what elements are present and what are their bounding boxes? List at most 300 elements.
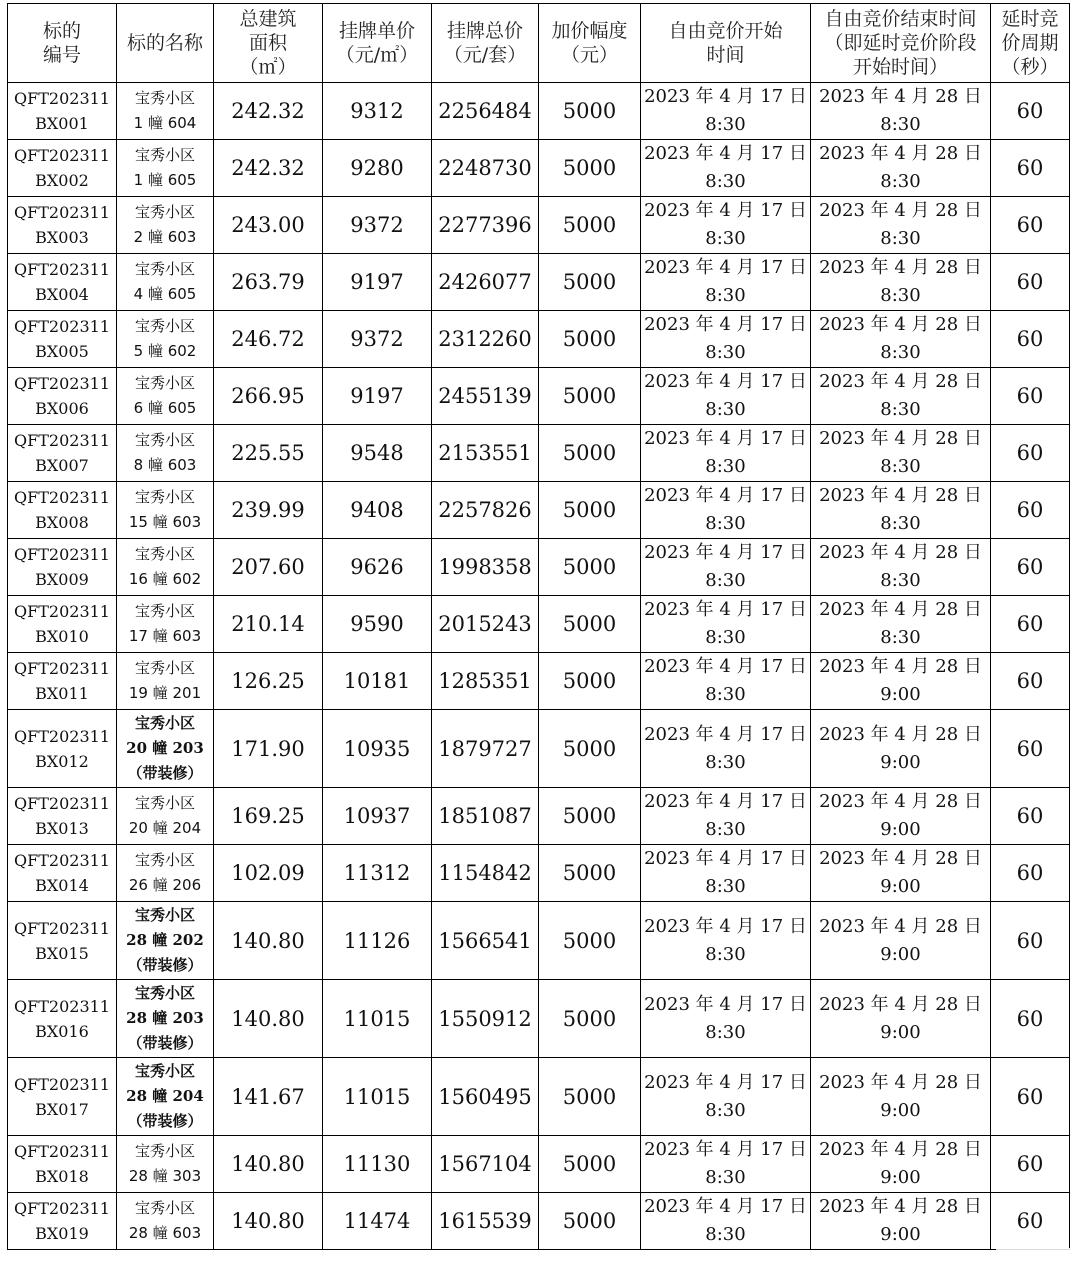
lot-number-cell <box>8 902 117 980</box>
start-time-cell <box>641 539 811 596</box>
increment-cell: 5000 <box>539 425 641 482</box>
unit-price-cell: 9590 <box>323 596 432 653</box>
start-time-cell-line: 8:30 <box>705 1099 746 1121</box>
lot-number-cell-line: QFT202311 <box>14 89 110 108</box>
lot-number-cell-line: BX017 <box>35 1099 89 1119</box>
increment-cell: 5000 <box>539 902 641 980</box>
area-cell: 242.32 <box>214 83 323 140</box>
total-price-cell: 2426077 <box>432 254 539 311</box>
end-time-cell-line: 2023 年 4 月 28 日 <box>819 1139 982 1160</box>
lot-name-cell-line: 宝秀小区 <box>134 714 195 732</box>
lot-name-cell-line: （带装修） <box>127 764 203 782</box>
start-time-cell <box>641 254 811 311</box>
table-row <box>8 788 1070 845</box>
total-price-cell: 2257826 <box>432 482 539 539</box>
extension-period-cell: 60 <box>991 653 1070 710</box>
table-row <box>8 1193 1070 1250</box>
table-row <box>8 902 1070 980</box>
end-time-cell-line: 8:30 <box>880 114 921 135</box>
unit-price-cell: 10181 <box>323 653 432 710</box>
lot-number-cell-line: BX015 <box>35 943 89 963</box>
area-cell: 210.14 <box>214 596 323 653</box>
start-time-cell-line: 8:30 <box>705 342 746 363</box>
end-time-cell-line: 9:00 <box>880 876 921 897</box>
lot-number-cell <box>8 980 117 1058</box>
increment-cell: 5000 <box>539 254 641 311</box>
start-time-cell <box>641 1193 811 1250</box>
total-price-cell: 2153551 <box>432 425 539 482</box>
total-price-cell: 2248730 <box>432 140 539 197</box>
lot-number-cell <box>8 197 117 254</box>
start-time-cell-line: 8:30 <box>705 171 746 192</box>
end-time-cell <box>811 1193 991 1250</box>
lot-number-cell <box>8 368 117 425</box>
header-increment <box>539 4 641 83</box>
lot-number-cell-line: BX001 <box>35 114 89 133</box>
start-time-cell-line: 2023 年 4 月 17 日 <box>644 371 807 392</box>
lot-number-cell-line: BX011 <box>35 684 89 703</box>
lot-name-cell-line: 28 幢 303 <box>128 1167 202 1185</box>
start-time-cell-line: 8:30 <box>705 819 746 840</box>
lot-name-cell <box>117 1136 214 1193</box>
increment-cell: 5000 <box>539 710 641 788</box>
increment-cell: 5000 <box>539 311 641 368</box>
lot-number-cell-line: QFT202311 <box>14 1199 110 1218</box>
lot-name-cell-line: 宝秀小区 <box>134 851 195 869</box>
end-time-cell <box>811 140 991 197</box>
end-time-cell <box>811 368 991 425</box>
end-time-cell-line: 2023 年 4 月 28 日 <box>819 257 982 278</box>
header-line: 挂牌总价 <box>446 20 523 42</box>
end-time-cell <box>811 311 991 368</box>
table-row <box>8 368 1070 425</box>
lot-name-cell-line: 6 幢 605 <box>133 399 197 417</box>
lot-name-cell-line: 宝秀小区 <box>134 794 195 812</box>
total-price-cell: 2277396 <box>432 197 539 254</box>
lot-number-cell-line: BX009 <box>35 570 89 589</box>
lot-number-cell-line: QFT202311 <box>14 374 110 393</box>
lot-name-cell <box>117 788 214 845</box>
header-lot-number <box>8 4 117 83</box>
extension-period-cell: 60 <box>991 311 1070 368</box>
lot-name-cell-line: 19 幢 201 <box>128 684 202 702</box>
lot-name-cell-line: 1 幢 605 <box>133 171 197 189</box>
end-time-cell-line: 2023 年 4 月 28 日 <box>819 656 982 677</box>
extension-period-cell: 60 <box>991 539 1070 596</box>
start-time-cell <box>641 710 811 788</box>
start-time-cell <box>641 197 811 254</box>
increment-cell: 5000 <box>539 368 641 425</box>
unit-price-cell: 11130 <box>323 1136 432 1193</box>
unit-price-cell: 10935 <box>323 710 432 788</box>
watermark-overlay <box>996 1248 1074 1278</box>
header-end-time <box>811 4 991 83</box>
lot-name-cell <box>117 368 214 425</box>
start-time-cell-line: 8:30 <box>705 1224 746 1245</box>
start-time-cell <box>641 902 811 980</box>
area-cell: 239.99 <box>214 482 323 539</box>
lot-number-cell-line: BX012 <box>35 751 89 771</box>
start-time-cell-line: 8:30 <box>705 285 746 306</box>
unit-price-cell: 9312 <box>323 83 432 140</box>
unit-price-cell: 11015 <box>323 980 432 1058</box>
start-time-cell <box>641 788 811 845</box>
lot-number-cell-line: BX003 <box>35 228 89 247</box>
increment-cell: 5000 <box>539 140 641 197</box>
header-start-time <box>641 4 811 83</box>
header-line: 挂牌单价 <box>338 20 415 42</box>
header-line: 标的名称 <box>126 32 203 54</box>
lot-number-cell-line: QFT202311 <box>14 851 110 870</box>
lot-name-cell-line: 宝秀小区 <box>134 1142 195 1160</box>
start-time-cell-line: 8:30 <box>705 570 746 591</box>
start-time-cell-line: 8:30 <box>705 751 746 773</box>
header-lot-name <box>117 4 214 83</box>
start-time-cell-line: 8:30 <box>705 627 746 648</box>
start-time-cell-line: 2023 年 4 月 17 日 <box>644 1071 807 1093</box>
extension-period-cell: 60 <box>991 140 1070 197</box>
lot-name-cell-line: 28 幢 202 <box>126 931 204 949</box>
auction-listing-table <box>7 3 1070 1250</box>
end-time-cell-line: 9:00 <box>880 684 921 705</box>
extension-period-cell: 60 <box>991 83 1070 140</box>
start-time-cell-line: 8:30 <box>705 1167 746 1188</box>
area-cell: 225.55 <box>214 425 323 482</box>
lot-number-cell-line: BX013 <box>35 819 89 838</box>
end-time-cell <box>811 653 991 710</box>
lot-name-cell-line: 2 幢 603 <box>133 228 197 246</box>
table-row <box>8 311 1070 368</box>
area-cell: 140.80 <box>214 980 323 1058</box>
start-time-cell-line: 2023 年 4 月 17 日 <box>644 656 807 677</box>
header-row <box>8 4 1070 83</box>
lot-name-cell-line: 宝秀小区 <box>134 260 195 278</box>
increment-cell: 5000 <box>539 788 641 845</box>
lot-number-cell <box>8 482 117 539</box>
extension-period-cell: 60 <box>991 980 1070 1058</box>
start-time-cell-line: 2023 年 4 月 17 日 <box>644 200 807 221</box>
lot-name-cell-line: 宝秀小区 <box>134 374 195 392</box>
lot-number-cell-line: QFT202311 <box>14 545 110 564</box>
header-line: 价周期 <box>1001 32 1059 54</box>
start-time-cell-line: 2023 年 4 月 17 日 <box>644 791 807 812</box>
total-price-cell: 1567104 <box>432 1136 539 1193</box>
extension-period-cell: 60 <box>991 254 1070 311</box>
lot-number-cell <box>8 845 117 902</box>
lot-name-cell <box>117 482 214 539</box>
start-time-cell <box>641 482 811 539</box>
start-time-cell-line: 2023 年 4 月 17 日 <box>644 993 807 1015</box>
start-time-cell-line: 2023 年 4 月 17 日 <box>644 915 807 937</box>
start-time-cell-line: 2023 年 4 月 17 日 <box>644 542 807 563</box>
end-time-cell-line: 2023 年 4 月 28 日 <box>819 1196 982 1217</box>
lot-name-cell-line: 宝秀小区 <box>134 488 195 506</box>
start-time-cell-line: 2023 年 4 月 17 日 <box>644 143 807 164</box>
lot-name-cell <box>117 311 214 368</box>
lot-number-cell-line: QFT202311 <box>14 1142 110 1161</box>
unit-price-cell: 11126 <box>323 902 432 980</box>
end-time-cell <box>811 254 991 311</box>
end-time-cell-line: 2023 年 4 月 28 日 <box>819 542 982 563</box>
area-cell: 141.67 <box>214 1058 323 1136</box>
increment-cell: 5000 <box>539 653 641 710</box>
lot-name-cell-line: 15 幢 603 <box>128 513 202 531</box>
start-time-cell <box>641 1136 811 1193</box>
extension-period-cell: 60 <box>991 845 1070 902</box>
lot-name-cell-line: 4 幢 605 <box>133 285 197 303</box>
extension-period-cell: 60 <box>991 425 1070 482</box>
total-price-cell: 1998358 <box>432 539 539 596</box>
end-time-cell-line: 2023 年 4 月 28 日 <box>819 371 982 392</box>
table-row <box>8 425 1070 482</box>
lot-name-cell-line: 16 幢 602 <box>128 570 202 588</box>
lot-name-cell <box>117 653 214 710</box>
start-time-cell <box>641 980 811 1058</box>
table-body <box>8 83 1070 1250</box>
unit-price-cell: 9548 <box>323 425 432 482</box>
lot-name-cell-line: 5 幢 602 <box>133 342 197 360</box>
header-line: 编号 <box>42 44 81 66</box>
end-time-cell <box>811 482 991 539</box>
end-time-cell-line: 8:30 <box>880 399 921 420</box>
lot-name-cell <box>117 596 214 653</box>
header-line: 时间 <box>706 44 745 66</box>
end-time-cell <box>811 788 991 845</box>
start-time-cell-line: 8:30 <box>705 399 746 420</box>
lot-name-cell-line: 28 幢 203 <box>126 1009 204 1027</box>
end-time-cell-line: 9:00 <box>880 751 921 773</box>
header-line: 面积 <box>248 32 287 54</box>
unit-price-cell: 9280 <box>323 140 432 197</box>
lot-name-cell <box>117 197 214 254</box>
total-price-cell: 1154842 <box>432 845 539 902</box>
increment-cell: 5000 <box>539 539 641 596</box>
increment-cell: 5000 <box>539 845 641 902</box>
extension-period-cell: 60 <box>991 368 1070 425</box>
total-price-cell: 2312260 <box>432 311 539 368</box>
lot-number-cell-line: BX002 <box>35 171 89 190</box>
lot-number-cell-line: QFT202311 <box>14 726 110 746</box>
table-row <box>8 710 1070 788</box>
extension-period-cell: 60 <box>991 197 1070 254</box>
lot-number-cell-line: QFT202311 <box>14 203 110 222</box>
end-time-cell <box>811 83 991 140</box>
lot-number-cell <box>8 710 117 788</box>
total-price-cell: 2455139 <box>432 368 539 425</box>
table-row <box>8 140 1070 197</box>
area-cell: 102.09 <box>214 845 323 902</box>
header-line: 延时竞 <box>1001 8 1059 30</box>
area-cell: 140.80 <box>214 1136 323 1193</box>
end-time-cell-line: 9:00 <box>880 1167 921 1188</box>
lot-name-cell <box>117 425 214 482</box>
lot-number-cell-line: QFT202311 <box>14 794 110 813</box>
lot-number-cell <box>8 653 117 710</box>
total-price-cell: 1560495 <box>432 1058 539 1136</box>
start-time-cell-line: 2023 年 4 月 17 日 <box>644 428 807 449</box>
lot-name-cell-line: 宝秀小区 <box>134 146 195 164</box>
end-time-cell <box>811 1058 991 1136</box>
lot-name-cell-line: 20 幢 204 <box>128 819 202 837</box>
header-line: （秒） <box>1001 56 1059 78</box>
lot-number-cell <box>8 596 117 653</box>
end-time-cell-line: 2023 年 4 月 28 日 <box>819 848 982 869</box>
header-line: 标的 <box>42 20 81 42</box>
start-time-cell <box>641 368 811 425</box>
start-time-cell-line: 2023 年 4 月 17 日 <box>644 599 807 620</box>
lot-number-cell-line: QFT202311 <box>14 996 110 1016</box>
start-time-cell <box>641 653 811 710</box>
start-time-cell-line: 8:30 <box>705 513 746 534</box>
area-cell: 246.72 <box>214 311 323 368</box>
lot-number-cell <box>8 254 117 311</box>
lot-number-cell <box>8 539 117 596</box>
lot-name-cell-line: 28 幢 204 <box>126 1087 204 1105</box>
end-time-cell-line: 8:30 <box>880 342 921 363</box>
total-price-cell: 1851087 <box>432 788 539 845</box>
table-row <box>8 1058 1070 1136</box>
increment-cell: 5000 <box>539 980 641 1058</box>
header-line: 自由竞价结束时间 <box>824 8 977 30</box>
end-time-cell-line: 8:30 <box>880 285 921 306</box>
unit-price-cell: 11312 <box>323 845 432 902</box>
end-time-cell-line: 2023 年 4 月 28 日 <box>819 1071 982 1093</box>
end-time-cell-line: 8:30 <box>880 513 921 534</box>
lot-name-cell-line: 宝秀小区 <box>134 659 195 677</box>
start-time-cell-line: 2023 年 4 月 17 日 <box>644 314 807 335</box>
lot-number-cell <box>8 311 117 368</box>
start-time-cell <box>641 311 811 368</box>
table-row <box>8 845 1070 902</box>
unit-price-cell: 10937 <box>323 788 432 845</box>
start-time-cell-line: 8:30 <box>705 684 746 705</box>
end-time-cell-line: 2023 年 4 月 28 日 <box>819 599 982 620</box>
total-price-cell: 2015243 <box>432 596 539 653</box>
start-time-cell <box>641 83 811 140</box>
lot-name-cell-line: 宝秀小区 <box>134 1062 195 1080</box>
area-cell: 207.60 <box>214 539 323 596</box>
header-extension-period <box>991 4 1070 83</box>
end-time-cell-line: 2023 年 4 月 28 日 <box>819 993 982 1015</box>
lot-number-cell-line: BX004 <box>35 285 89 304</box>
area-cell: 169.25 <box>214 788 323 845</box>
start-time-cell-line: 8:30 <box>705 1021 746 1043</box>
start-time-cell-line: 8:30 <box>705 228 746 249</box>
lot-number-cell-line: BX014 <box>35 876 89 895</box>
total-price-cell: 2256484 <box>432 83 539 140</box>
lot-name-cell-line: 宝秀小区 <box>134 203 195 221</box>
lot-name-cell-line: 8 幢 603 <box>133 456 197 474</box>
total-price-cell: 1879727 <box>432 710 539 788</box>
end-time-cell <box>811 197 991 254</box>
extension-period-cell: 60 <box>991 788 1070 845</box>
end-time-cell-line: 2023 年 4 月 28 日 <box>819 200 982 221</box>
table-row <box>8 539 1070 596</box>
lot-number-cell-line: QFT202311 <box>14 659 110 678</box>
increment-cell: 5000 <box>539 1193 641 1250</box>
lot-number-cell-line: QFT202311 <box>14 1074 110 1094</box>
start-time-cell <box>641 140 811 197</box>
area-cell: 263.79 <box>214 254 323 311</box>
lot-number-cell <box>8 425 117 482</box>
end-time-cell-line: 2023 年 4 月 28 日 <box>819 791 982 812</box>
lot-name-cell-line: 1 幢 604 <box>133 114 197 132</box>
lot-number-cell <box>8 1058 117 1136</box>
lot-name-cell <box>117 254 214 311</box>
area-cell: 243.00 <box>214 197 323 254</box>
increment-cell: 5000 <box>539 1058 641 1136</box>
lot-name-cell-line: 宝秀小区 <box>134 1199 195 1217</box>
start-time-cell-line: 8:30 <box>705 456 746 477</box>
lot-number-cell <box>8 1193 117 1250</box>
end-time-cell-line: 8:30 <box>880 171 921 192</box>
lot-name-cell-line: 17 幢 603 <box>128 627 202 645</box>
end-time-cell-line: 2023 年 4 月 28 日 <box>819 723 982 745</box>
unit-price-cell: 9372 <box>323 311 432 368</box>
table-row <box>8 83 1070 140</box>
table-row <box>8 653 1070 710</box>
unit-price-cell: 11015 <box>323 1058 432 1136</box>
lot-name-cell-line: 28 幢 603 <box>128 1224 202 1242</box>
header-line: 总建筑 <box>239 8 297 30</box>
end-time-cell-line: 2023 年 4 月 28 日 <box>819 915 982 937</box>
end-time-cell <box>811 902 991 980</box>
lot-number-cell <box>8 1136 117 1193</box>
area-cell: 126.25 <box>214 653 323 710</box>
unit-price-cell: 9372 <box>323 197 432 254</box>
lot-number-cell <box>8 788 117 845</box>
total-price-cell: 1615539 <box>432 1193 539 1250</box>
lot-number-cell-line: BX005 <box>35 342 89 361</box>
lot-name-cell <box>117 539 214 596</box>
lot-number-cell-line: BX007 <box>35 456 89 475</box>
lot-name-cell-line: 宝秀小区 <box>134 602 195 620</box>
total-price-cell: 1550912 <box>432 980 539 1058</box>
header-total-price <box>432 4 539 83</box>
area-cell: 140.80 <box>214 902 323 980</box>
total-price-cell: 1566541 <box>432 902 539 980</box>
header-line: 自由竞价开始 <box>668 20 783 42</box>
header-line: （元/套） <box>443 44 527 66</box>
total-price-cell: 1285351 <box>432 653 539 710</box>
start-time-cell-line: 2023 年 4 月 17 日 <box>644 1196 807 1217</box>
lot-name-cell <box>117 710 214 788</box>
end-time-cell <box>811 596 991 653</box>
start-time-cell-line: 8:30 <box>705 943 746 965</box>
end-time-cell-line: 9:00 <box>880 1099 921 1121</box>
header-unit-price <box>323 4 432 83</box>
extension-period-cell: 60 <box>991 1136 1070 1193</box>
lot-name-cell <box>117 1193 214 1250</box>
start-time-cell-line: 2023 年 4 月 17 日 <box>644 848 807 869</box>
end-time-cell-line: 2023 年 4 月 28 日 <box>819 86 982 107</box>
area-cell: 242.32 <box>214 140 323 197</box>
lot-number-cell-line: QFT202311 <box>14 260 110 279</box>
start-time-cell <box>641 845 811 902</box>
lot-number-cell-line: BX016 <box>35 1021 89 1041</box>
header-line: 加价幅度 <box>551 20 628 42</box>
area-cell: 266.95 <box>214 368 323 425</box>
end-time-cell-line: 2023 年 4 月 28 日 <box>819 314 982 335</box>
start-time-cell <box>641 596 811 653</box>
unit-price-cell: 9197 <box>323 368 432 425</box>
lot-name-cell-line: （带装修） <box>127 956 203 974</box>
header-total-area <box>214 4 323 83</box>
end-time-cell <box>811 980 991 1058</box>
table-row <box>8 1136 1070 1193</box>
header-line: （元/㎡） <box>335 44 419 66</box>
table-row <box>8 197 1070 254</box>
